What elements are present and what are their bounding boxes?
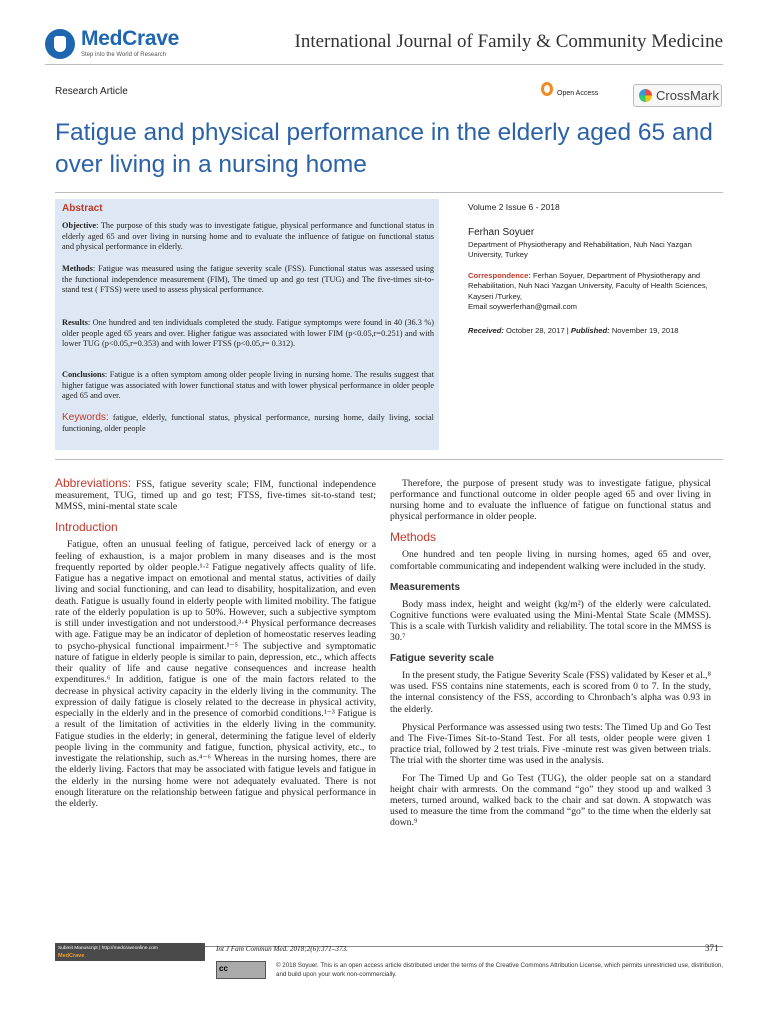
correspondence xyxy=(468,271,728,313)
introduction-heading: Introduction xyxy=(55,520,118,535)
abstract-keywords xyxy=(62,413,434,434)
fss-heading: Fatigue severity scale xyxy=(390,653,494,665)
author-department: Department of Physiotherapy and Rehabilitation, Nuh Naci Yazgan University, Turkey xyxy=(468,240,692,260)
abstract-box xyxy=(55,199,439,450)
methods-text: One hundred and ten people living in nursing homes, aged 65 and over, comfortable communicating and independent walking were included in the study. xyxy=(390,549,711,572)
abstract-objective xyxy=(62,221,434,253)
crossmark-icon xyxy=(639,89,652,102)
objective-text: : The purpose of this study was to investigate fatigue, physical performance and functional status in elderly aged 65 and over living in nursing home and to evaluate the influence of fatigue on functional status and physical performance in elderly. xyxy=(62,221,434,252)
title-divider xyxy=(55,192,723,193)
submit-manuscript-box[interactable] xyxy=(55,943,205,961)
physical-performance-text: Physical Performance was assessed using two tests: The Timed Up and Go Test and The Five-Times Sit-to-Stand Test. For all tests, older people were given 1 practice trial, followed by 2 test trials. Five -minute rest was given between trials. The trial with the shorter time was used in the analysis. xyxy=(390,721,711,766)
crossmark-label: CrossMark xyxy=(656,88,719,103)
header-divider xyxy=(45,64,723,65)
journal-title: International Journal of Family & Community Medicine xyxy=(294,31,723,52)
received-label: Received: xyxy=(468,326,504,335)
open-access-icon xyxy=(541,82,553,96)
abstract-conclusions xyxy=(62,370,434,402)
received-date: October 28, 2017 | xyxy=(503,326,571,335)
fss-text: In the present study, the Fatigue Severity Scale (FSS) validated by Keser et al.,⁸ was used. FSS contains nine statements, each is scored from 0 to 7. In the study, the internal consistency of the FSS, according to Chronbach’s alpha was 0.93 in the elderly. xyxy=(390,670,711,715)
introduction-text: Fatigue, often an unusual feeling of fatigue, perceived lack of energy or a feeling of exhaustion, is a major problem in many diseases and is the most frequently reported by older people.¹·² Fatigue negatively affects quality of life. Fatigue has a negative impact on emotional and mental status, activities of daily living and social functioning, and can lead to disability, hospitalization, and even death. Fatigue is usually found in elderly people with limited mobility. The fatigue rate of the elderly population is up to 50%. However, such a subjective symptom is still under investigation and not understood.³·⁴ Physical performance decreases with age. Fatigue may be an indicator of depletion of homeostatic reserves leading to psycho-physical functional impairment.¹⁻⁵ The subjective and symptomatic nature of fatigue in elderly people is similar to pain, depression, etc., which affects their quality of life and cause negative consequences and increase health expenditures.⁶ In addition, fatigue is one of the main factors related to the decrease in physical activity capacity in the elderly living in the community. The expression of daily fatigue is closely related to the decrease in physical activity, especially in the elderly and in the presence of comorbid conditions.¹⁻³ Fatigue is a result of the limitation of activities in the elderly living in the community. Fatigue studies in the elderly; in general, determining the fatigue level of elderly people living in the community and fatigue, function, physical activity, etc., to investigate the relationship, such as.⁴⁻⁶ Whereas in the nursing homes, there are the elderly living. Factors that may be associated with fatigue levels and fatigue in the elderly in the nursing home were not adequately evaluated. There is not enough literature on the relationship between fatigue and physical performance in the elderly. xyxy=(55,539,376,810)
citation: Int J Fam Commun Med. 2018;2(6):371‒373. xyxy=(216,945,348,953)
purpose-text: Therefore, the purpose of present study was to investigate fatigue, physical performance and functional outcome in older people aged 65 and over living in nursing home and to evaluate the influence of fatigue on functional status and physical performance in older people. xyxy=(390,478,711,523)
brand-name: MedCrave xyxy=(81,27,179,50)
medcrave-logo[interactable] xyxy=(45,26,195,66)
published-label: Published: xyxy=(570,326,610,335)
license-text: © 2018 Soyuer. This is an open access article distributed under the terms of the Creative Commons Attribution License, which permits unrestricted use, distribution, and build upon your work non-commercially. xyxy=(276,962,724,978)
left-column xyxy=(55,478,376,809)
tug-text: For The Timed Up and Go Test (TUG), the older people sat on a standard height chair with armrests. On the command “go” they stood up and walked 3 meters, turned around, walked back to the chair and sat down. A stopwatch was used to measure the time from the command “go” to the time when the elderly sat down.⁹ xyxy=(390,772,711,829)
correspondence-label: Correspondence: xyxy=(468,271,531,280)
open-access-label: Open Access xyxy=(557,90,599,97)
correspondence-text: Ferhan Soyuer, Department of Physiotherapy and Rehabilitation, Nuh Naci Yazgan University, Faculty of Health Sciences, Kayseri /Turkey, xyxy=(468,271,708,301)
cc-label: cc xyxy=(219,964,228,973)
results-label: Results xyxy=(62,318,88,327)
results-text: : One hundred and ten individuals completed the study. Fatigue symptomps were found in 40 (36.3 %) older people aged 65 years and over. Higher fatigue was associated with lower FIM (p<0.05,r=0.251) and with lower TUG (p<0.05,r=0.353) and with lower FTSS (p<0.05,r= 0.312). xyxy=(62,318,434,349)
article-type: Research Article xyxy=(55,86,128,97)
creative-commons-icon[interactable] xyxy=(216,961,266,979)
abbreviations-label: Abbreviations: xyxy=(55,476,132,490)
measurements-heading: Measurements xyxy=(390,581,461,593)
keywords-text: fatigue, elderly, functional status, physical performance, nursing home, daily living, social functioning, older people xyxy=(62,413,434,433)
section-divider xyxy=(55,459,723,460)
brand-tagline: Step into the World of Research xyxy=(81,52,166,58)
abstract-results xyxy=(62,318,434,350)
published-date: November 19, 2018 xyxy=(609,326,679,335)
conclusions-label: Conclusions xyxy=(62,370,105,379)
page-number: 371 xyxy=(705,943,719,953)
methods-label: Methods xyxy=(62,264,93,273)
measurements-text: Body mass index, height and weight (kg/m²) of the elderly were calculated. Cognitive functions were evaluated using the Mini-Mental State Scale (MMSS). This is a scale with Turkish validity and reliability. The total score in the MMSS is 30.⁷ xyxy=(390,598,711,644)
medcrave-logo-icon xyxy=(45,29,75,59)
submit-manuscript-link[interactable]: Submit Manuscript | http://medcraveonline.com xyxy=(58,946,158,951)
dates-line xyxy=(468,326,728,336)
abstract-methods xyxy=(62,264,434,296)
author-name: Ferhan Soyuer xyxy=(468,227,535,238)
volume-info: Volume 2 Issue 6 - 2018 xyxy=(468,202,560,212)
methods-heading: Methods xyxy=(390,530,437,545)
abbreviations-text: FSS, fatigue severity scale; FIM, functional independence measurement, TUG, timed up and go test; FTSS, five-times sit-to-stand test; MMSS, mini-mental state scale xyxy=(55,479,376,513)
abstract-heading: Abstract xyxy=(62,203,103,214)
objective-label: Objective xyxy=(62,221,97,230)
crossmark-button[interactable] xyxy=(633,84,722,107)
conclusions-text: : Fatigue is a often symptom among older people living in nursing home. The results suggest that higher fatigue was associated with lower functional status and with lower physical performance in older people aged 65 and over. xyxy=(62,370,434,401)
article-title: Fatigue and physical performance in the elderly aged 65 and over living in a nursing home xyxy=(55,119,713,178)
abbreviations xyxy=(55,478,376,512)
methods-text: : Fatigue was measured using the fatigue severity scale (FSS). Functional status was assessed using the functional independence measurement (FIM), The timed up and go test (TUG) and The five-times sit-to-stand test ( FTSS) were used to assess physical performance. xyxy=(62,264,434,295)
email-link[interactable]: soywerferhan@gmail.com xyxy=(489,302,578,312)
email-label: Email xyxy=(468,302,490,312)
footer-logo: MedCrave xyxy=(58,953,85,959)
keywords-label: Keywords: xyxy=(62,412,109,423)
right-column xyxy=(390,478,711,828)
